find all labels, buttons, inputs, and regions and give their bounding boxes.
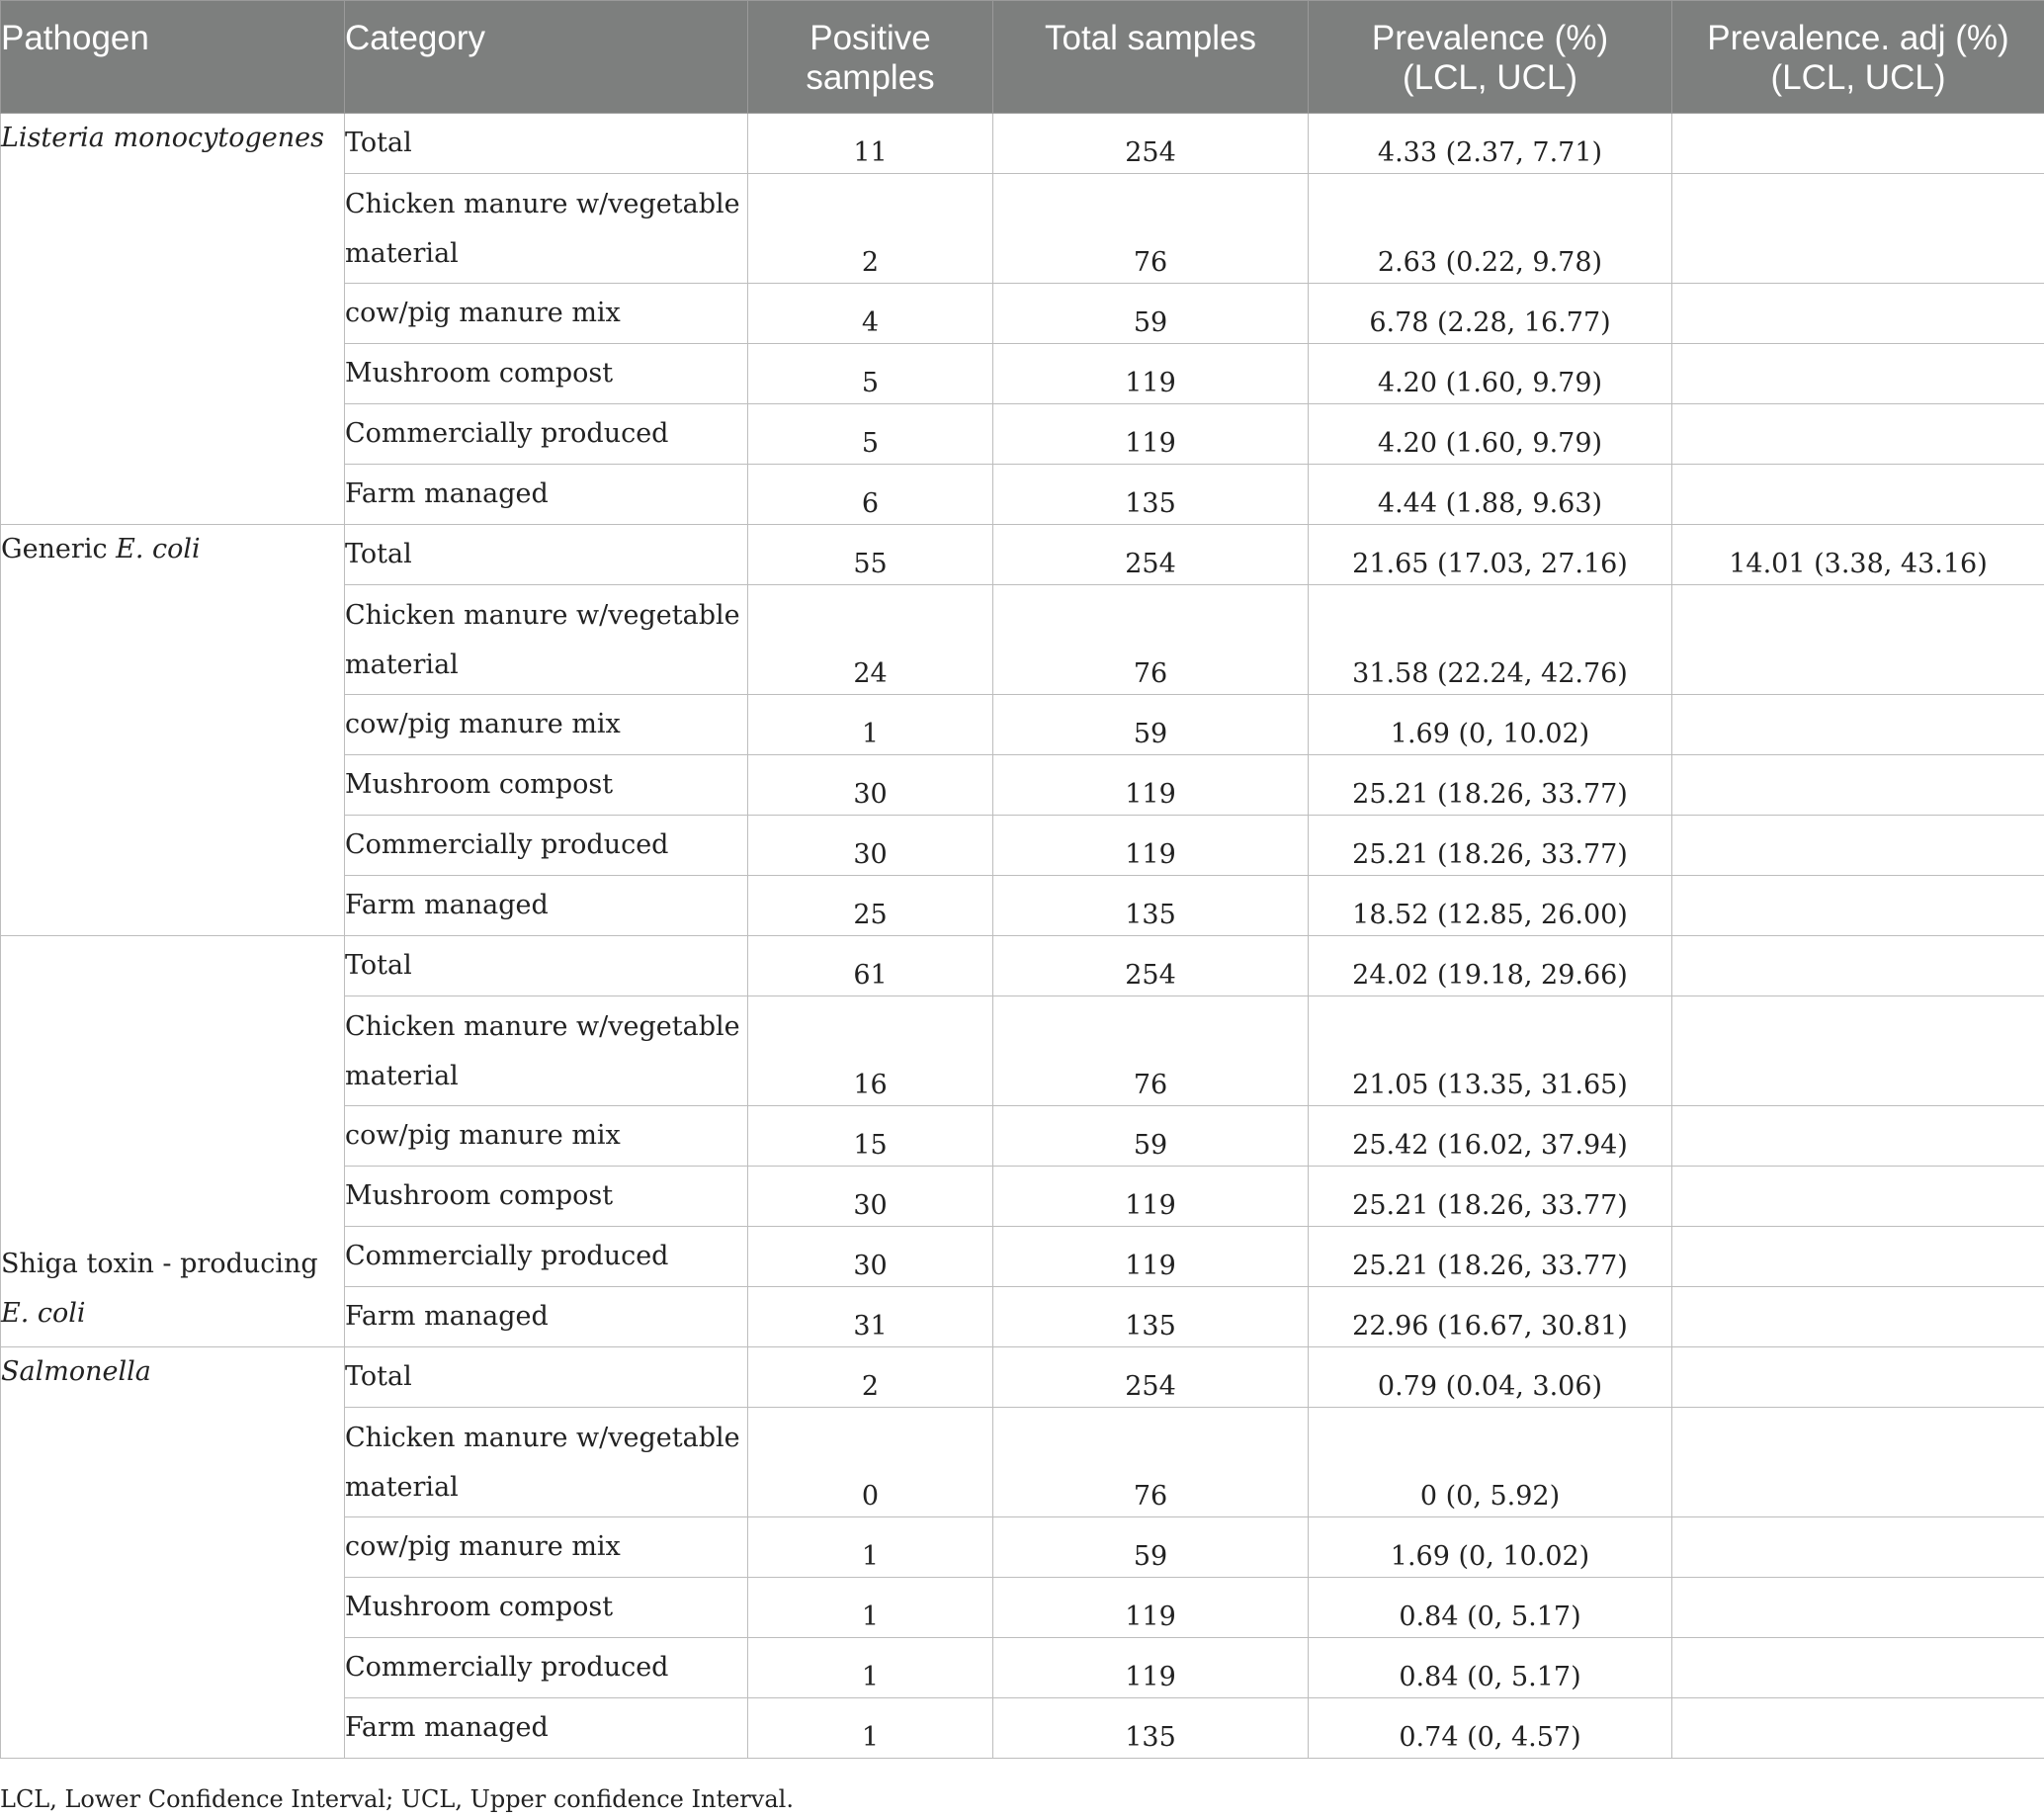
prevalence-cell: 31.58 (22.24, 42.76) [1309,585,1672,695]
category-cell: cow/pig manure mix [345,284,748,344]
positive-samples-cell: 1 [748,1698,993,1759]
prevalence-cell: 4.20 (1.60, 9.79) [1309,404,1672,465]
total-samples-cell: 59 [993,1517,1309,1578]
positive-samples-cell: 1 [748,1638,993,1698]
header-prevalence-line2: (LCL, UCL) [1403,58,1577,97]
header-positive-samples [748,1,993,114]
total-samples-cell: 119 [993,816,1309,876]
total-samples-cell: 254 [993,525,1309,585]
positive-samples-cell: 5 [748,404,993,465]
positive-samples-cell: 6 [748,465,993,525]
prevalence-adj-cell [1672,585,2044,695]
prevalence-adj-cell [1672,404,2044,465]
prevalence-adj-cell [1672,1408,2044,1517]
total-samples-cell: 76 [993,174,1309,284]
total-samples-cell: 76 [993,585,1309,695]
total-samples-cell: 119 [993,344,1309,404]
prevalence-adj-cell [1672,816,2044,876]
prevalence-cell: 0.79 (0.04, 3.06) [1309,1347,1672,1408]
total-samples-cell: 254 [993,1347,1309,1408]
prevalence-cell: 18.52 (12.85, 26.00) [1309,876,1672,936]
prevalence-cell: 25.21 (18.26, 33.77) [1309,816,1672,876]
prevalence-cell: 21.05 (13.35, 31.65) [1309,996,1672,1106]
prevalence-adj-cell [1672,465,2044,525]
positive-samples-cell: 30 [748,755,993,816]
prevalence-adj-cell [1672,1517,2044,1578]
category-cell: Commercially produced [345,816,748,876]
category-cell: cow/pig manure mix [345,695,748,755]
prevalence-cell: 1.69 (0, 10.02) [1309,1517,1672,1578]
header-prevalence-adj-line2: (LCL, UCL) [1770,58,1946,97]
header-positive-line1: Positive [809,19,931,57]
total-samples-cell: 59 [993,284,1309,344]
total-samples-cell: 76 [993,1408,1309,1517]
prevalence-adj-cell: 14.01 (3.38, 43.16) [1672,525,2044,585]
header-prevalence-adj [1672,1,2044,114]
positive-samples-cell: 0 [748,1408,993,1517]
category-cell: Chicken manure w/vegetable material [345,996,748,1106]
positive-samples-cell: 30 [748,816,993,876]
category-cell: Total [345,1347,748,1408]
positive-samples-cell: 24 [748,585,993,695]
positive-samples-cell: 16 [748,996,993,1106]
prevalence-adj-cell [1672,114,2044,174]
category-cell: Farm managed [345,1698,748,1759]
category-cell: Mushroom compost [345,1167,748,1227]
total-samples-cell: 254 [993,114,1309,174]
prevalence-cell: 6.78 (2.28, 16.77) [1309,284,1672,344]
positive-samples-cell: 11 [748,114,993,174]
positive-samples-cell: 30 [748,1167,993,1227]
category-cell: Total [345,114,748,174]
positive-samples-cell: 1 [748,1578,993,1638]
header-prevalence-adj-line1: Prevalence. adj (%) [1707,19,2009,57]
positive-samples-cell: 4 [748,284,993,344]
positive-samples-cell: 31 [748,1287,993,1347]
prevalence-cell: 0.74 (0, 4.57) [1309,1698,1672,1759]
category-cell: Chicken manure w/vegetable material [345,174,748,284]
category-cell: cow/pig manure mix [345,1106,748,1167]
category-cell: Farm managed [345,465,748,525]
header-positive-line2: samples [806,58,935,97]
prevalence-cell: 25.21 (18.26, 33.77) [1309,1167,1672,1227]
prevalence-adj-cell [1672,876,2044,936]
total-samples-cell: 76 [993,996,1309,1106]
category-cell: Mushroom compost [345,1578,748,1638]
prevalence-cell: 0.84 (0, 5.17) [1309,1638,1672,1698]
total-samples-cell: 135 [993,876,1309,936]
prevalence-cell: 0.84 (0, 5.17) [1309,1578,1672,1638]
prevalence-adj-cell [1672,936,2044,996]
total-samples-cell: 119 [993,755,1309,816]
total-samples-cell: 59 [993,1106,1309,1167]
category-cell: Farm managed [345,1287,748,1347]
pathogen-name-italic: Listeria monocytogenes [1,123,324,153]
positive-samples-cell: 30 [748,1227,993,1287]
prevalence-cell: 25.21 (18.26, 33.77) [1309,755,1672,816]
positive-samples-cell: 25 [748,876,993,936]
prevalence-adj-cell [1672,1227,2044,1287]
pathogen-name-italic: E. coli [116,534,201,564]
prevalence-cell: 25.42 (16.02, 37.94) [1309,1106,1672,1167]
prevalence-adj-cell [1672,344,2044,404]
header-prevalence-line1: Prevalence (%) [1371,19,1609,57]
positive-samples-cell: 1 [748,1517,993,1578]
category-cell: Total [345,525,748,585]
positive-samples-cell: 1 [748,695,993,755]
pathogen-cell [1,936,345,1347]
positive-samples-cell: 2 [748,174,993,284]
category-cell: Chicken manure w/vegetable material [345,1408,748,1517]
pathogen-cell [1,1347,345,1759]
category-cell: Mushroom compost [345,344,748,404]
prevalence-adj-cell [1672,695,2044,755]
prevalence-cell: 21.65 (17.03, 27.16) [1309,525,1672,585]
prevalence-adj-cell [1672,1167,2044,1227]
category-cell: Total [345,936,748,996]
prevalence-cell: 4.20 (1.60, 9.79) [1309,344,1672,404]
prevalence-adj-cell [1672,1578,2044,1638]
positive-samples-cell: 15 [748,1106,993,1167]
prevalence-cell: 4.33 (2.37, 7.71) [1309,114,1672,174]
prevalence-adj-cell [1672,284,2044,344]
prevalence-adj-cell [1672,755,2044,816]
category-cell: Commercially produced [345,1227,748,1287]
prevalence-adj-cell [1672,174,2044,284]
positive-samples-cell: 61 [748,936,993,996]
pathogen-cell [1,114,345,525]
category-cell: Mushroom compost [345,755,748,816]
table-row [1,525,2044,585]
total-samples-cell: 119 [993,1638,1309,1698]
prevalence-adj-cell [1672,1347,2044,1408]
pathogen-cell [1,525,345,936]
table-row [1,936,2044,996]
header-total-samples: Total samples [993,1,1309,114]
category-cell: cow/pig manure mix [345,1517,748,1578]
prevalence-cell: 4.44 (1.88, 9.63) [1309,465,1672,525]
header-prevalence [1309,1,1672,114]
prevalence-cell: 25.21 (18.26, 33.77) [1309,1227,1672,1287]
total-samples-cell: 135 [993,1287,1309,1347]
positive-samples-cell: 55 [748,525,993,585]
table-footnote: LCL, Lower Confidence Interval; UCL, Upper confidence Interval. [0,1785,794,1813]
table-header [1,1,2044,114]
positive-samples-cell: 2 [748,1347,993,1408]
prevalence-adj-cell [1672,996,2044,1106]
positive-samples-cell: 5 [748,344,993,404]
total-samples-cell: 119 [993,404,1309,465]
prevalence-cell: 24.02 (19.18, 29.66) [1309,936,1672,996]
header-category: Category [345,1,748,114]
prevalence-adj-cell [1672,1698,2044,1759]
total-samples-cell: 135 [993,465,1309,525]
total-samples-cell: 254 [993,936,1309,996]
header-pathogen: Pathogen [1,1,345,114]
table-body [1,114,2044,1759]
table-row [1,114,2044,174]
table-row [1,1347,2044,1408]
total-samples-cell: 135 [993,1698,1309,1759]
total-samples-cell: 119 [993,1227,1309,1287]
category-cell: Farm managed [345,876,748,936]
prevalence-adj-cell [1672,1106,2044,1167]
header-row [1,1,2044,114]
prevalence-adj-cell [1672,1638,2044,1698]
total-samples-cell: 59 [993,695,1309,755]
total-samples-cell: 119 [993,1578,1309,1638]
prevalence-cell: 2.63 (0.22, 9.78) [1309,174,1672,284]
pathogen-name-italic: E. coli [1,1298,86,1329]
prevalence-adj-cell [1672,1287,2044,1347]
total-samples-cell: 119 [993,1167,1309,1227]
prevalence-cell: 22.96 (16.67, 30.81) [1309,1287,1672,1347]
category-cell: Commercially produced [345,404,748,465]
category-cell: Commercially produced [345,1638,748,1698]
pathogen-name-prefix: Shiga toxin - producing [1,1249,318,1279]
pathogen-name-prefix: Generic [1,534,117,564]
pathogen-name-italic: Salmonella [1,1356,151,1387]
category-cell: Chicken manure w/vegetable material [345,585,748,695]
prevalence-cell: 1.69 (0, 10.02) [1309,695,1672,755]
prevalence-cell: 0 (0, 5.92) [1309,1408,1672,1517]
